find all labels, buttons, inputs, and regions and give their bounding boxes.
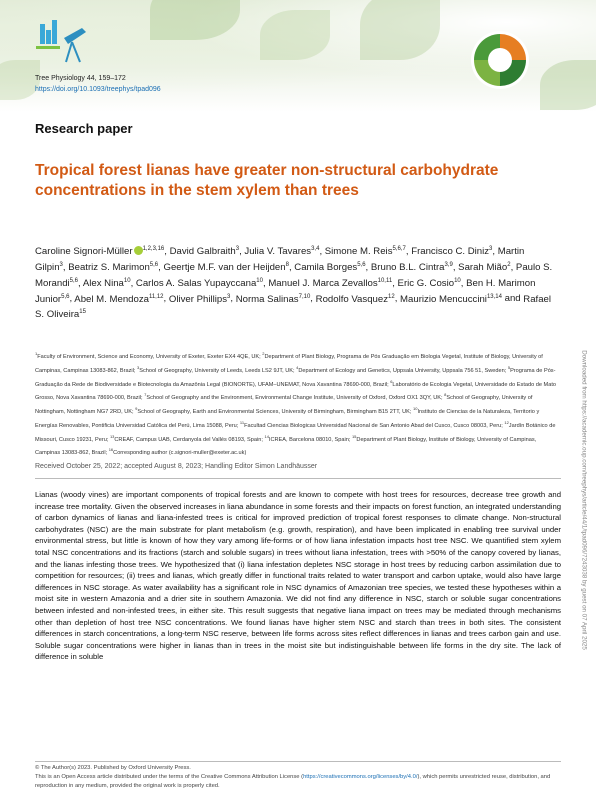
affiliation-text: School of Geography, Earth and Environmental Sciences, University of Birmingham, Birmingham B15 2TT, UK; xyxy=(137,408,414,415)
author-affiliation-ref: 7,10 xyxy=(298,293,311,300)
author-name: Geertje M.F. van der Heijden xyxy=(163,261,286,273)
affiliation-number: 15 xyxy=(351,433,357,439)
author-name: Oliver Phillips xyxy=(168,293,227,305)
license-link[interactable]: https://creativecommons.org/licenses/by/4.0/ xyxy=(303,774,418,780)
author-affiliation-ref: 3 xyxy=(59,261,63,268)
author xyxy=(458,262,510,273)
author-name: Rafael S. Oliveira xyxy=(35,293,552,321)
author-name: Eric G. Cosio xyxy=(397,277,455,289)
affiliation-number: 3 xyxy=(136,364,140,370)
affiliation-text: School of Geography, University of Leeds, Leeds LS2 9JT, UK; xyxy=(139,367,297,374)
affiliation-number: 9 xyxy=(135,406,138,412)
author-name: Camila Borges xyxy=(294,261,358,273)
affiliation-number: 7 xyxy=(144,392,147,398)
license-pre: This is an Open Access article distributed under the terms of the Creative Commons Attribution License ( xyxy=(35,774,304,780)
author-name: Beatriz S. Marimon xyxy=(68,261,150,273)
affiliations xyxy=(35,349,561,459)
author-name: Caroline Signori-Müller xyxy=(35,246,133,258)
leaf-decoration xyxy=(540,60,596,110)
author-name: Manuel J. Marca Zevallos xyxy=(268,277,378,289)
affiliation-text: ICREA, Barcelona 08010, Spain; xyxy=(268,436,352,443)
author-affiliation-ref: 10 xyxy=(454,277,461,284)
affiliation-text: Programa de Pós-Graduação da Rede de Biodiversidade e Biotecnologia da Amazônia Legal (BIONORTE), UFAM–UNEMAT, Nova Xavantina 78690-000, Brazil; xyxy=(35,367,556,388)
affiliation-text: Department of Plant Biology, Programa de Pós Graduação em Biologia Vegetal, Institute of Biology, University of Campinas, Campinas 13083-862, Brazil; xyxy=(35,353,543,374)
author-name: Bruno B.L. Cintra xyxy=(370,261,445,273)
author xyxy=(371,262,453,273)
author xyxy=(316,294,395,305)
author-affiliation-ref: 3,9 xyxy=(444,261,453,268)
affiliation-number: 10 xyxy=(413,406,418,412)
author-affiliation-ref: 5,6 xyxy=(149,261,159,268)
author-affiliation-ref: 2 xyxy=(507,261,511,268)
affiliation-text: Instituto de Ciencias de la Naturaleza, Territorio y Energías Renovables, Pontificia Universidad Católica del Perú, Lima 15088, Peru; xyxy=(35,408,540,429)
journal-meta xyxy=(35,73,161,95)
author-affiliation-ref: 15 xyxy=(79,309,86,316)
author xyxy=(68,262,158,273)
affiliation-text: Facultad Ciencias Biologicas Universidad Nacional de San Antonio Abad del Cusco, Cusco 08003, Peru; xyxy=(244,422,505,429)
license-footer xyxy=(35,764,561,791)
divider xyxy=(35,761,561,762)
article-title: Tropical forest lianas have greater non-structural carbohydrate concentrations in the stem xylem than trees xyxy=(35,162,499,199)
affiliation-text: Department of Plant Biology, Institute of Biology, University of Campinas, Campinas 13083-862, Brazil; xyxy=(35,436,537,457)
copyright: © The Author(s) 2023. Published by Oxford University Press. xyxy=(35,765,191,771)
author-name: Rodolfo Vasquez xyxy=(315,293,388,305)
orcid-icon[interactable] xyxy=(134,246,143,255)
author-affiliation-ref: 1,2,3,16 xyxy=(142,246,165,252)
author-affiliation-ref: 13,14 xyxy=(486,293,502,300)
affiliation-text: Faculty of Environment, Science and Economy, University of Exeter, Exeter EX4 4QE, UK; xyxy=(37,353,263,360)
received-dates: Received October 25, 2022; accepted August 8, 2023; Handling Editor Simon Landhäusser xyxy=(35,463,318,470)
affiliation-number: 12 xyxy=(504,419,509,425)
author-name: Maurizio Mencuccini xyxy=(400,293,487,305)
author-name: Francisco C. Diniz xyxy=(411,246,490,258)
author-name: Carlos A. Salas Yupayccana xyxy=(135,277,257,289)
affiliation-text: Department of Ecology and Genetics, Uppsala University, Uppsala 756 51, Sweden; xyxy=(298,367,508,374)
author-affiliation-ref: 5,6,7 xyxy=(392,246,406,252)
author xyxy=(83,278,131,289)
author xyxy=(136,278,263,289)
affiliation-text: Laboratório de Ecologia Vegetal, Universidade do Estado de Mato Grosso, Nova Xavantina 78690-000, Brazil; xyxy=(35,381,556,402)
license-text xyxy=(35,773,561,791)
author-name: Sarah Mião xyxy=(458,261,508,273)
author xyxy=(163,262,288,273)
affiliation-number: 11 xyxy=(239,419,245,425)
author-affiliation-ref: 3 xyxy=(227,293,231,300)
author-affiliation-ref: 5,6 xyxy=(69,277,79,284)
affiliation-number: 4 xyxy=(296,364,299,370)
affiliation-number: 8 xyxy=(444,392,447,398)
author xyxy=(170,246,239,257)
affiliation-number: 2 xyxy=(262,351,265,356)
author-name: Alex Nina xyxy=(82,277,124,289)
affiliation-number: 6 xyxy=(390,378,393,384)
author xyxy=(268,278,392,289)
publisher-logo-icon xyxy=(470,30,530,90)
author-name: Norma Salinas xyxy=(235,293,299,305)
section-label: Research paper xyxy=(35,121,133,136)
affiliation-text: Jardín Botánico de Missouri, Cusco 19231, Peru; xyxy=(35,422,556,443)
author xyxy=(169,294,230,305)
affiliation-text: School of Geography and the Environment, Environmental Change Institute, University of Oxford, Oxford OX1 3QY, UK; xyxy=(146,395,445,402)
divider xyxy=(35,478,561,479)
author-affiliation-ref: 3 xyxy=(235,246,240,252)
author-affiliation-ref: 12 xyxy=(388,293,395,300)
author-affiliation-ref: 11,12 xyxy=(148,293,164,300)
doi-link[interactable]: https://doi.org/10.1093/treephys/tpad096 xyxy=(35,86,161,93)
leaf-decoration xyxy=(150,0,240,40)
license-post: ), which permits unrestricted reuse, distribution, and reproduction in any medium, provided the original work is properly cited. xyxy=(35,774,551,789)
affiliation-text: Corresponding author (c.signori-muller@exeter.ac.uk) xyxy=(113,450,247,457)
author-name: Ben H. Marimon Junior xyxy=(35,277,536,305)
author xyxy=(294,262,365,273)
journal-banner xyxy=(0,0,596,112)
affiliation-text: CREAF, Campus UAB, Cerdanyola del Vallés 08193, Spain; xyxy=(114,436,265,443)
affiliation-number: 14 xyxy=(264,433,269,439)
author xyxy=(35,246,164,257)
author xyxy=(398,278,461,289)
author-name: Simone M. Reis xyxy=(324,246,393,258)
author-affiliation-ref: 3,4 xyxy=(311,246,320,252)
author xyxy=(325,246,406,257)
author xyxy=(411,246,492,257)
author-list: Caroline Signori-Müller $^{1,2,3,16}$, David Galbraith$^3$, Julia V. Tavares$^{3,4}$, Simone M. Reis$^{5,6,7}$, Francisco C. Diniz$^3$, Martin Gilpin$^3$, Beatriz S. Marimon$^{5,6}$, Geertje M.F. van der Heijden$^8$, Camila Borges$^{5,6}$, Bruno B.L. Cintra$^{3,9}$, Sarah Mião$^2$, Paulo S. Morandi$^{5,6}$, Alex Nina$^{10}$, Carlos A. Salas Yupayccana$^{10}$, Manuel J. Marca Zevallos$^{10,11}$, Eric G. Cosio$^{10}$, Ben H. Marimon Junior$^{5,6}$, Abel M. Mendoza$^{11,12}$, Oliver Phillips$^3$, Norma Salinas$^{7,10}$, Rodolfo Vasquez$^{12}$, Maurizio Mencuccini$^{13,14}$ and Rafael S. Oliveira$^{15}$ xyxy=(35,246,553,321)
affiliation-number: 16 xyxy=(108,447,114,453)
affiliation-number: 13 xyxy=(109,433,115,439)
journal-citation: Tree Physiology 44, 159–172 xyxy=(35,75,126,82)
author-affiliation-ref: 10 xyxy=(123,277,131,284)
author-name: Abel M. Mendoza xyxy=(74,293,149,305)
author-name: Julia V. Tavares xyxy=(244,246,312,258)
author xyxy=(244,246,319,257)
author xyxy=(236,294,311,305)
journal-tree-icon xyxy=(34,18,92,68)
author-name: David Galbraith xyxy=(169,246,236,258)
affiliation-text: School of Geography, University of Nottingham, Nottingham NG7 2RD, UK; xyxy=(35,395,533,415)
leaf-decoration xyxy=(360,0,440,60)
author-affiliation-ref: 10 xyxy=(256,277,263,284)
author xyxy=(400,294,502,305)
affiliation-number: 1 xyxy=(35,351,38,356)
author-name: Paulo S. Morandi xyxy=(35,261,553,289)
author-affiliation-ref: 5,6 xyxy=(61,293,70,300)
abstract: Lianas (woody vines) are important components of tropical forests and are known to compete with host trees for resources, decrease tree growth and increase tree mortality. Given the observed increases in liana abundance in some forests and their impacts on forest function, an integrated understanding of carbon dynamics of lianas and liana-infested trees is critical for improved prediction of tropical forest responses to climate change. Non-structural carbohydrates (NSC) are the main substrate for plant metabolism (e.g. growth, respiration), and have been implicated in enabling tree survival under environmental stress, but little is known of how they vary among life-forms or of how liana infestation impacts host tree NSC. We quantified stem xylem total NSC concentrations and its fractions (starch and soluble sugars) in trees without liana infestation, trees with >50% of the canopy covered by lianas, and the lianas infesting those trees. We hypothesized that (i) liana infestation depletes NSC storage in host trees by reducing carbon assimilation due to competition for resources; (ii) trees and lianas, which greatly differ in functional traits related to water transport and carbon uptake, would also have large differences in NSC storage. As water availability has a significant role in NSC dynamics of Amazonian tree species, we tested these hypotheses within a moist site in western Amazonia and a drier site in southern Amazonia. We did not find any difference in NSC, starch or soluble sugar concentrations between infested and non-infested trees, in either site. This result suggests that negative liana impact on trees may be mediated through mechanisms other than depletion of host tree NSC concentrations. We found lianas have higher stem NSC and starch than trees in both sites. The consistent differences in starch concentrations, a long-term NSC reserve, between life forms across sites reflect differences in lianas and trees carbon gain and use. Soluble sugar concentrations were higher in lianas than in trees in the moist site but indistinguishable between life forms in the dry site. The lack of difference in soluble xyxy=(35,490,561,662)
affiliation-number: 5 xyxy=(507,364,511,370)
author xyxy=(74,294,163,305)
author-affiliation-ref: 10,11 xyxy=(377,277,393,284)
leaf-decoration xyxy=(260,10,330,60)
author-affiliation-ref: 8 xyxy=(285,261,289,268)
author-affiliation-ref: 5,6 xyxy=(357,261,366,268)
download-note: Downloaded from https://academic.oup.com/treephys/article/44/1/tpad096/7243038 by guest on 07 April 2025 xyxy=(580,350,588,650)
author-name: Martin Gilpin xyxy=(35,246,525,273)
author-affiliation-ref: 3 xyxy=(489,246,493,252)
